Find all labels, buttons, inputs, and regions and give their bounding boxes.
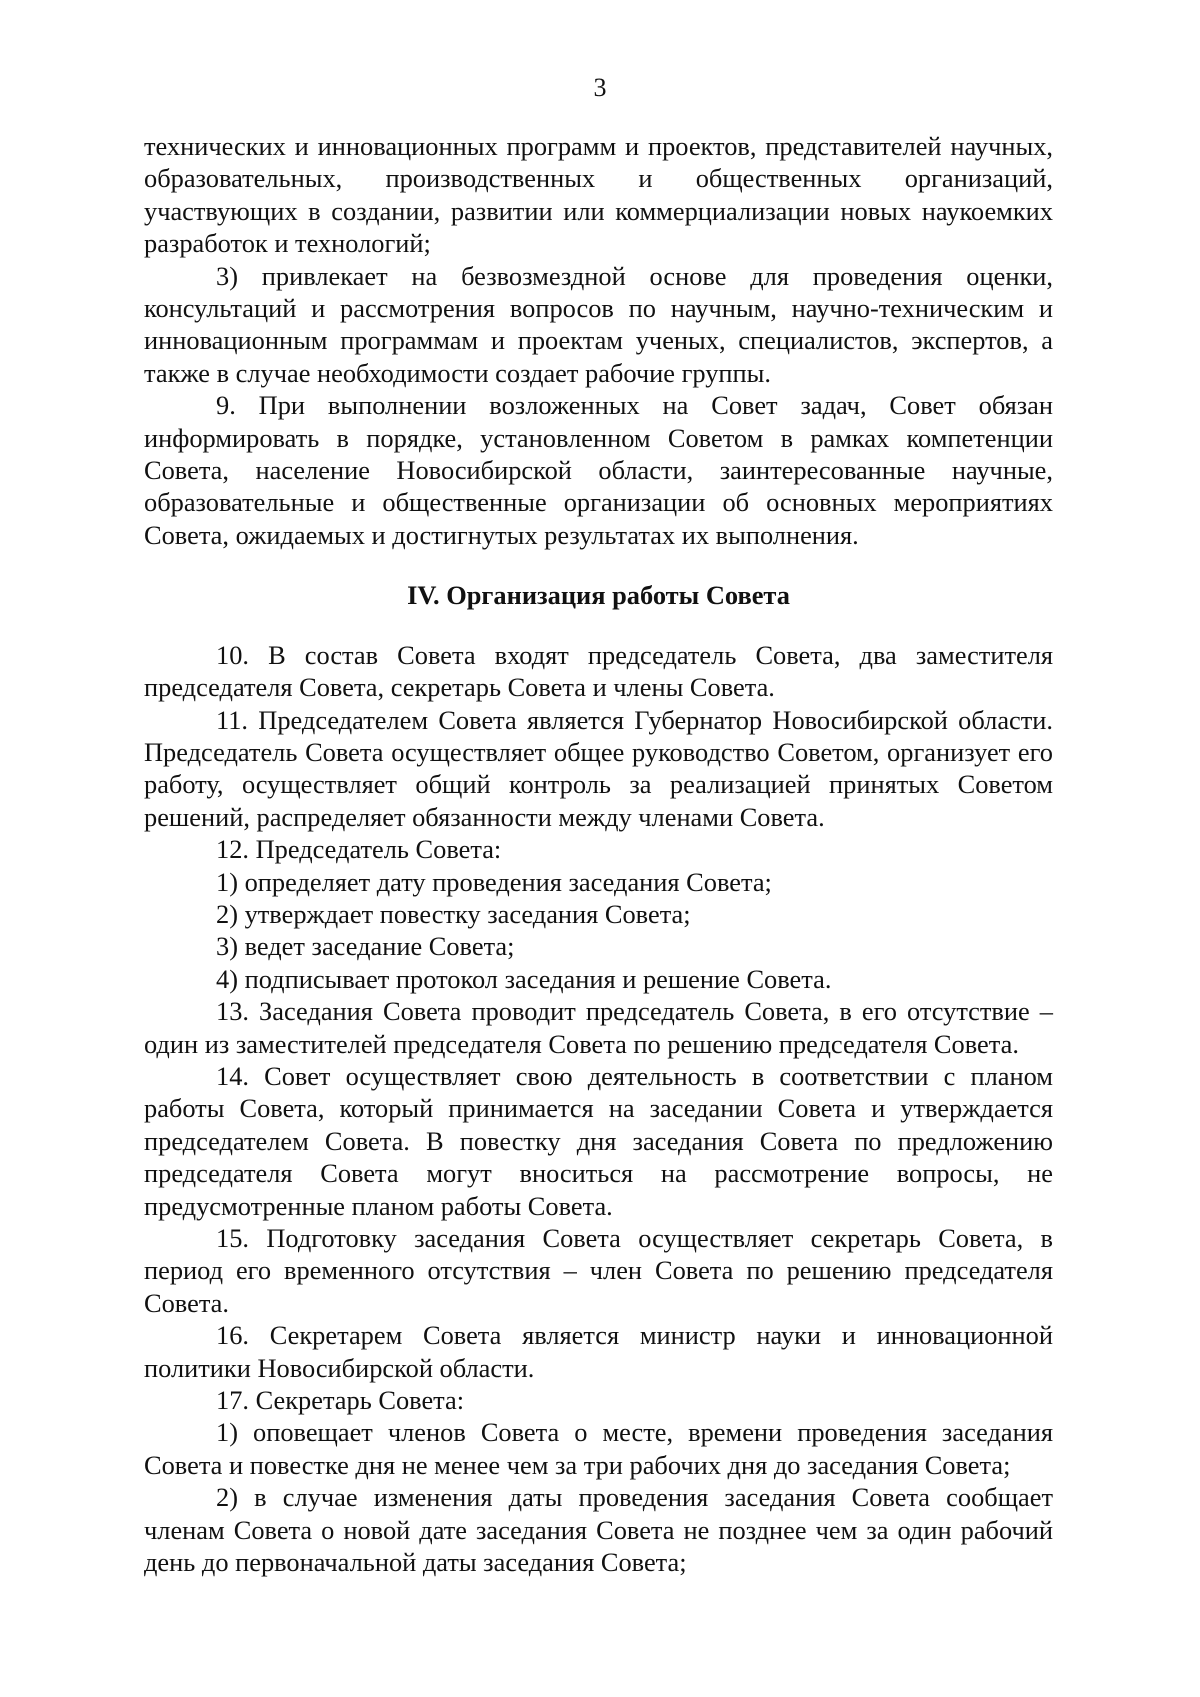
paragraph: 11. Председателем Совета является Губернатор Новосибирской области. Председатель Совета осуществляет общее руководство Советом, организует его работу, осуществляет общий контроль за реализацией принятых Советом решений, распределяет обязанности между членами Совета.	[144, 704, 1053, 832]
paragraph: 3) привлекает на безвозмездной основе для проведения оценки, консультаций и рассмотрения вопросов по научным, научно-техническим и инновационным программам и проектам ученых, специалистов, экспертов, а также в случае необходимости создает рабочие группы.	[144, 260, 1053, 388]
document-body	[144, 130, 1053, 1578]
paragraph: 14. Совет осуществляет свою деятельность в соответствии с планом работы Совета, который принимается на заседании Совета и утверждается председателем Совета. В повестку дня заседания Совета по предложению председателя Совета могут вноситься на рассмотрение вопросы, не предусмотренные планом работы Совета.	[144, 1060, 1053, 1221]
list-item: 1) определяет дату проведения заседания Совета;	[216, 866, 772, 897]
page-number: 3	[593, 73, 607, 102]
section-heading: IV. Организация работы Совета	[407, 580, 790, 611]
list-item: 2) в случае изменения даты проведения заседания Совета сообщает членам Совета о новой дате заседания Совета не позднее чем за один рабочий день до первоначальной даты заседания Совета;	[144, 1482, 1053, 1578]
paragraph: 15. Подготовку заседания Совета осуществляет секретарь Совета, в период его временного отсутствия – член Совета по решению председателя Совета.	[144, 1223, 1053, 1318]
paragraph: 13. Заседания Совета проводит председатель Совета, в его отсутствие – один из заместителей председателя Совета по решению председателя Совета.	[144, 996, 1053, 1059]
paragraph: 10. В состав Совета входят председатель Совета, два заместителя председателя Совета, секретарь Совета и члены Совета.	[144, 639, 1053, 703]
paragraph: 9. При выполнении возложенных на Совет задач, Совет обязан информировать в порядке, установленном Советом в рамках компетенции Совета, население Новосибирской области, заинтересованные научные, образовательные и общественные организации об основных мероприятиях Совета, ожидаемых и достигнутых результатах их выполнения.	[144, 390, 1053, 550]
paragraph: технических и инновационных программ и проектов, представителей научных, образовательных, производственных и общественных организаций, участвующих в создании, развитии или коммерциализации новых наукоемких разработок и технологий;	[144, 131, 1053, 259]
list-item: 3) ведет заседание Совета;	[216, 931, 515, 962]
list-item: 4) подписывает протокол заседания и решение Совета.	[216, 963, 832, 994]
paragraph: 16. Секретарем Совета является министр науки и инновационной политики Новосибирской области.	[144, 1320, 1053, 1383]
paragraph: 12. Председатель Совета:	[216, 834, 502, 865]
paragraph: 17. Секретарь Совета:	[216, 1385, 465, 1416]
list-item: 1) оповещает членов Совета о месте, времени проведения заседания Совета и повестке дня не менее чем за три рабочих дня до заседания Совета;	[144, 1417, 1053, 1480]
list-item: 2) утверждает повестку заседания Совета;	[216, 898, 691, 929]
